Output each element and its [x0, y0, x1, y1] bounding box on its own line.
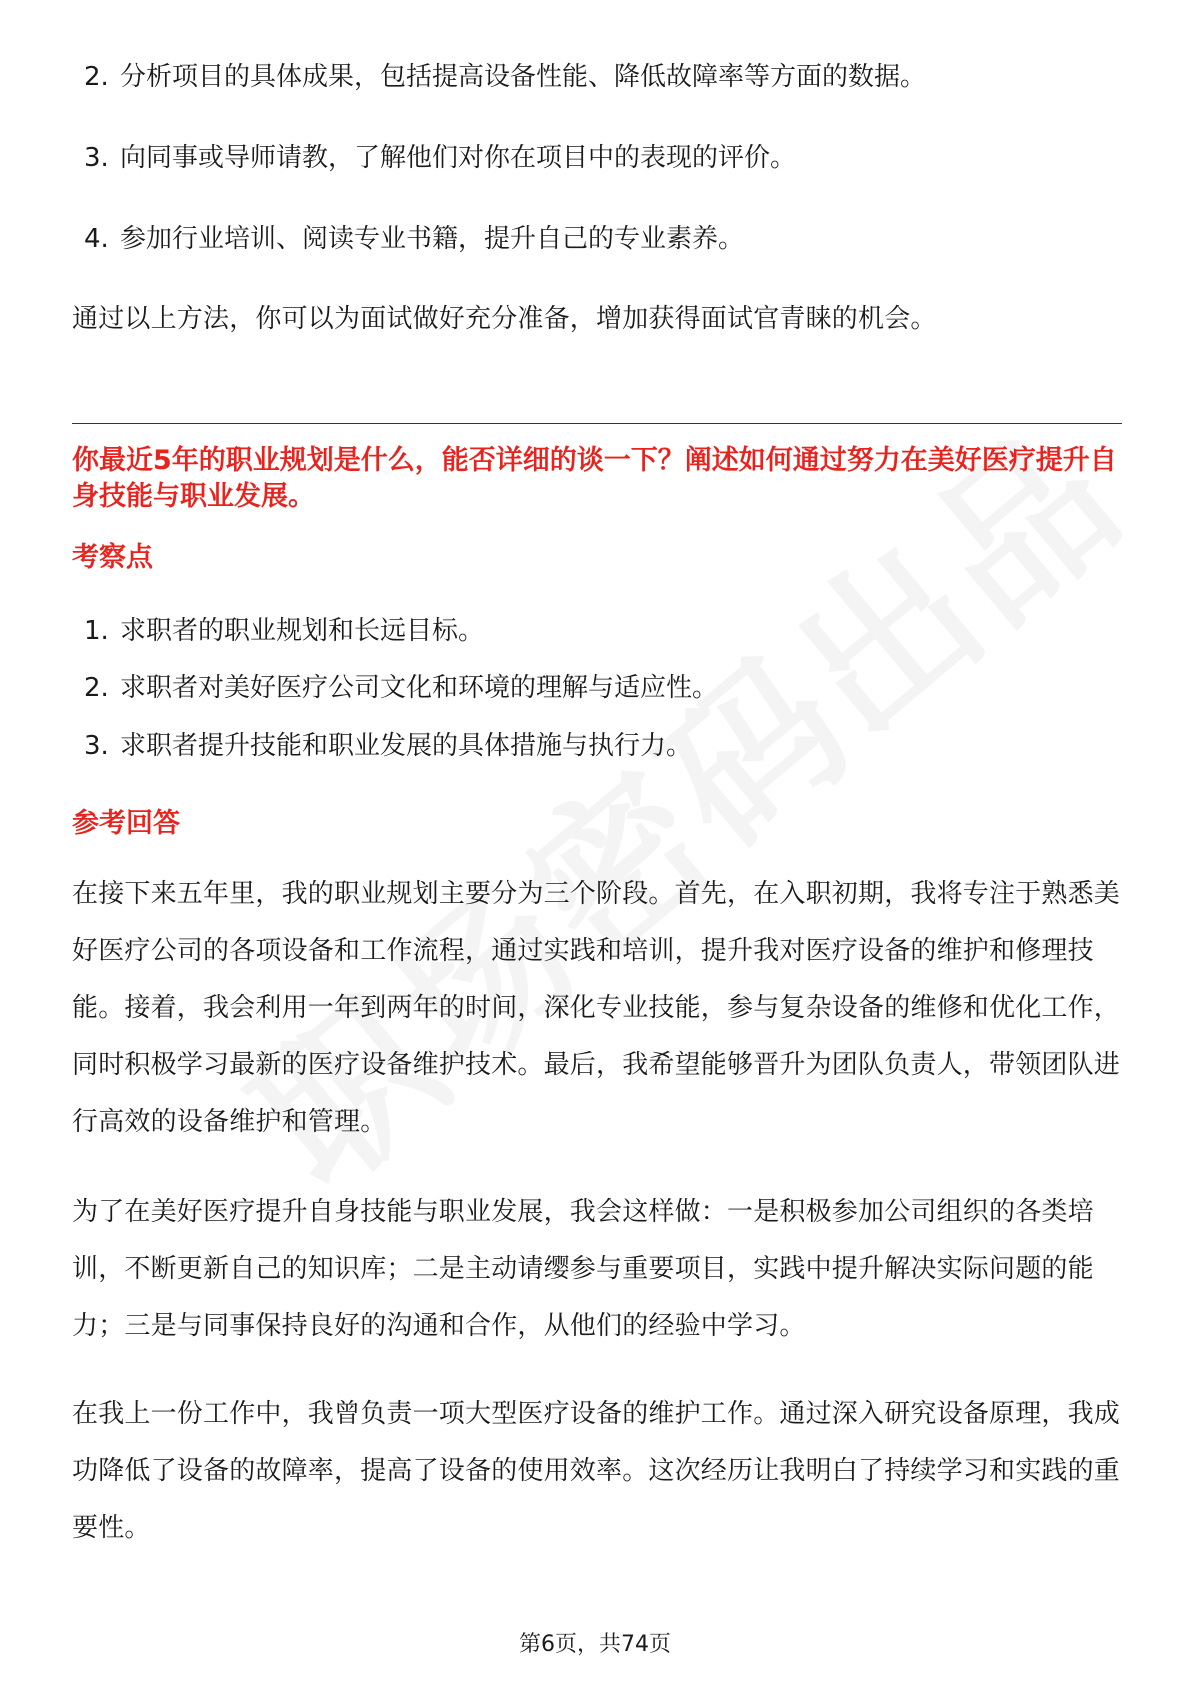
list-number: 4. — [84, 224, 109, 254]
list-text: 参加行业培训、阅读专业书籍，提升自己的专业素养。 — [120, 224, 745, 254]
section-divider — [72, 423, 1122, 424]
page-footer: 第6页，共74页 — [519, 1632, 671, 1657]
answer-paragraph: 在接下来五年里，我的职业规划主要分为三个阶段。首先，在入职初期，我将专注于熟悉美好医疗公司的各项设备和工作流程，通过实践和培训，提升我对医疗设备的维护和修理技能。接着，我会利用一年到两年的时间，深化专业技能，参与复杂设备的维修和优化工作，同时积极学习最新的医疗设备维护技术。最后，我希望能够晋升为团队负责人，带领团队进行高效的设备维护和管理。 — [72, 879, 1121, 1137]
list-text: 求职者的职业规划和长远目标。 — [120, 616, 485, 646]
list-item — [84, 729, 692, 763]
list-item — [84, 671, 718, 705]
conclusion-paragraph: 通过以上方法，你可以为面试做好充分准备，增加获得面试官青睐的机会。 — [72, 304, 937, 334]
list-number: 2. — [84, 62, 109, 92]
question-heading: 你最近5年的职业规划是什么，能否详细的谈一下？阐述如何通过努力在美好医疗提升自身技能与职业发展。 — [72, 445, 1117, 512]
list-item — [84, 222, 744, 256]
document-page — [72, 0, 1122, 1684]
list-number: 3. — [84, 731, 109, 761]
list-text: 分析项目的具体成果，包括提高设备性能、降低故障率等方面的数据。 — [120, 62, 927, 92]
list-text: 求职者提升技能和职业发展的具体措施与执行力。 — [120, 731, 693, 761]
list-number: 2. — [84, 673, 109, 703]
list-item — [84, 60, 926, 94]
list-number: 1. — [84, 616, 109, 646]
list-text: 向同事或导师请教，了解他们对你在项目中的表现的评价。 — [120, 143, 797, 173]
answer-paragraph: 在我上一份工作中，我曾负责一项大型医疗设备的维护工作。通过深入研究设备原理，我成功降低了设备的故障率，提高了设备的使用效率。这次经历让我明白了持续学习和实践的重要性。 — [72, 1399, 1121, 1543]
list-item — [84, 614, 484, 648]
answer-title: 参考回答 — [72, 808, 180, 839]
list-text: 求职者对美好医疗公司文化和环境的理解与适应性。 — [120, 673, 719, 703]
assessment-title: 考察点 — [72, 542, 153, 573]
answer-paragraph: 为了在美好医疗提升自身技能与职业发展，我会这样做：一是积极参加公司组织的各类培训，不断更新自己的知识库；二是主动请缨参与重要项目，实践中提升解决实际问题的能力；三是与同事保持良好的沟通和合作，从他们的经验中学习。 — [72, 1197, 1094, 1341]
list-item — [84, 141, 796, 175]
list-number: 3. — [84, 143, 109, 173]
